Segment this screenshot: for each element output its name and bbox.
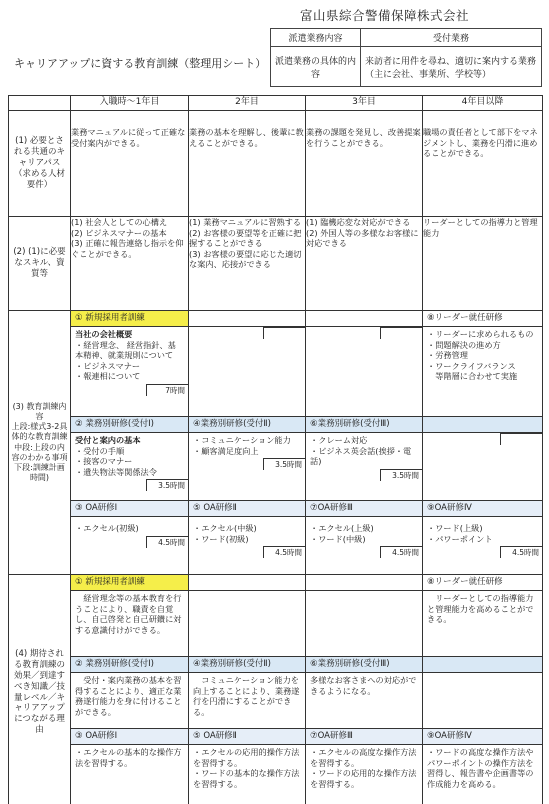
career-path-year3: 業務の課題を発見し、改善提案を行うことができる。 <box>306 111 423 217</box>
training-oa4-hours: 4.5時間 <box>500 546 542 558</box>
training-reception1-head: ② 業務別研修(受付Ⅰ) <box>71 417 188 433</box>
training-oa1-hours: 4.5時間 <box>146 536 188 548</box>
corner-cell <box>9 96 71 111</box>
effect-new-hire-head: ① 新規採用者訓練 <box>71 575 188 591</box>
training-leader-cell <box>423 311 543 417</box>
training-reception1-title: 受付と案内の基本 <box>75 435 141 445</box>
training-oa4-head: ⑨OA研修Ⅳ <box>423 501 542 517</box>
effect-leader-head: ⑧リーダー就任研修 <box>423 575 542 591</box>
effect-empty-y3 <box>306 575 423 657</box>
effect-oa2-head: ⑤ OA研修Ⅱ <box>189 729 305 745</box>
training-content-group2 <box>9 417 543 501</box>
effect-empty-y4 <box>423 657 543 729</box>
training-new-hire-hours: 7時間 <box>146 384 188 396</box>
training-oa2-cell <box>189 501 306 575</box>
effect-reception1-cell <box>71 657 189 729</box>
training-reception2-head: ④業務別研修(受付Ⅱ) <box>189 417 305 433</box>
training-new-hire-body: ・経営理念、 経営指針、基本精神、就業規則について ・ビジネスマナー ・報連相について <box>75 339 176 381</box>
training-reception3-head: ⑥業務別研修(受付Ⅲ) <box>306 417 422 433</box>
training-reception3-body: ・クレーム対応 ・ビジネス英会話(挨拶・電話) <box>310 435 412 466</box>
training-leader-head: ⑧リーダー就任研修 <box>423 311 542 327</box>
effect-new-hire-cell <box>71 575 189 657</box>
effect-reception2-body: コミュニケーション能力を向上することにより、業務遂行を円滑にすることができる。 <box>193 675 300 717</box>
training-new-hire-cell <box>71 311 189 417</box>
training-oa4-body: ・ワード(上級) ・パワーポイント <box>427 523 493 544</box>
effect-reception1-body: 受付・案内業務の基本を習得することにより、適正な業務遂行能力を身に付けることができる。 <box>75 675 182 717</box>
effect-group1 <box>9 575 543 657</box>
effect-oa4-head: ⑨OA研修Ⅳ <box>423 729 542 745</box>
skills-row <box>9 217 543 311</box>
effect-new-hire-body: 経営理念等の基本教育を行うことにより、職責を自覚し、自己啓発と自己研鑽に対する意識付けができる。 <box>75 593 182 635</box>
effect-oa2-cell <box>189 729 306 804</box>
effect-oa4-cell <box>423 729 543 804</box>
training-oa3-hours: 4.5時間 <box>380 546 422 558</box>
effect-group2 <box>9 657 543 729</box>
training-reception2-hours: 3.5時間 <box>263 458 305 470</box>
skills-year2: (1) 業務マニュアルに習熟する (2) お客様の要望等を正確に把握することができる (3) お客様の要望に応じた適切な案内、応接ができる <box>189 217 306 311</box>
training-empty-y4 <box>423 417 543 501</box>
job-detail-value: 来訪者に用件を尋ね、適切に案内する業務（主に会社、事業所、学校等） <box>361 47 542 87</box>
training-new-hire-title: 当社の会社概要 <box>75 329 133 339</box>
effect-leader-cell <box>423 575 543 657</box>
effect-reception2-cell <box>189 657 306 729</box>
career-path-year1: 業務マニュアルに従って正確な受付案内ができる。 <box>71 111 189 217</box>
effect-leader-body: リーダーとしての指導能力と管理能力を高めることができる。 <box>427 593 534 624</box>
training-oa3-cell <box>306 501 423 575</box>
career-path-year4: 職場の責任者として部下をマネジメントし、業務を円滑に進めることができる。 <box>423 111 543 217</box>
effect-oa3-head: ⑦OA研修Ⅲ <box>306 729 422 745</box>
training-new-hire-head: ① 新規採用者訓練 <box>71 311 188 327</box>
training-oa2-body: ・エクセル(中級) ・ワード(初級) <box>193 523 257 544</box>
career-path-year2: 業務の基本を理解し、後輩に教えることができる。 <box>189 111 306 217</box>
training-reception1-hours: 3.5時間 <box>146 479 188 491</box>
effect-empty-y2 <box>189 575 306 657</box>
job-info-table <box>270 28 542 87</box>
document-title: キャリアアップに資する教育訓練（整理用シート） <box>14 57 267 70</box>
skills-label: (2) (1)に必要なスキル、資質等 <box>9 217 71 311</box>
training-content-group3 <box>9 501 543 575</box>
effect-oa1-cell <box>71 729 189 804</box>
training-empty-y2 <box>189 311 306 417</box>
column-header-year1: 入職時～1年目 <box>71 96 189 111</box>
training-oa2-head: ⑤ OA研修Ⅱ <box>189 501 305 517</box>
effect-reception3-cell <box>306 657 423 729</box>
column-header-year4: 4年目以降 <box>423 96 543 111</box>
effect-oa3-cell <box>306 729 423 804</box>
company-name: 富山県綜合警備保障株式会社 <box>300 8 470 23</box>
column-header-year3: 3年目 <box>306 96 423 111</box>
training-oa4-cell <box>423 501 543 575</box>
training-oa3-body: ・エクセル(上級) ・ワード(中級) <box>310 523 374 544</box>
training-content-group1 <box>9 311 543 417</box>
effect-label: (4) 期待される教育訓練の効果／到達すべき知識／技量レベル／キャリアアップにつながる理由 <box>9 575 71 804</box>
effect-oa1-head: ③ OA研修Ⅰ <box>71 729 188 745</box>
effect-reception3-body: 多様なお客さまへの対応ができるようになる。 <box>310 675 417 696</box>
career-path-row <box>9 111 543 217</box>
effect-oa1-body: ・エクセルの基本的な操作方法を習得する。 <box>75 747 182 768</box>
career-path-label: (1) 必要とされる共通のキャリアパス（求める人材要件） <box>9 111 71 217</box>
training-oa3-head: ⑦OA研修Ⅲ <box>306 501 422 517</box>
training-oa2-hours: 4.5時間 <box>263 546 305 558</box>
skills-year3: (1) 臨機応変な対応ができる (2) 外国人等の多様なお客様に対応できる <box>306 217 423 311</box>
training-table <box>8 95 543 804</box>
job-type-label: 派遣業務内容 <box>271 29 361 47</box>
effect-oa2-body: ・エクセルの応用的操作方法を習得する。 ・ワードの基本的な操作方法を習得する。 <box>193 747 300 789</box>
column-header-year2: 2年目 <box>189 96 306 111</box>
skills-year4: リーダーとしての指導力と管理能力 <box>423 217 543 311</box>
effect-oa3-body: ・エクセルの高度な操作方法を習得する。 ・ワードの応用的な操作方法を習得する。 <box>310 747 417 789</box>
training-oa1-body: ・エクセル(初級) <box>75 523 139 533</box>
training-oa1-head: ③ OA研修Ⅰ <box>71 501 188 517</box>
training-leader-body: ・リーダーに求められるもの ・問題解決の進め方 ・労務管理 ・ワークライフバランス 等階層に合わせて実施 <box>427 329 534 381</box>
effect-reception1-head: ② 業務別研修(受付Ⅰ) <box>71 657 188 673</box>
training-reception2-cell <box>189 417 306 501</box>
effect-reception2-head: ④業務別研修(受付Ⅱ) <box>189 657 305 673</box>
training-reception2-body: ・コミュニケーション能力 ・顧客満足度向上 <box>193 435 291 456</box>
training-oa1-cell <box>71 501 189 575</box>
effect-oa4-body: ・ワードの高度な操作方法やパワーポイントの操作方法を習得し、報告書や企画書等の作成能力を高める。 <box>427 747 534 789</box>
effect-group3 <box>9 729 543 804</box>
header-row <box>9 96 543 111</box>
training-reception3-hours: 3.5時間 <box>380 469 422 481</box>
training-reception1-cell <box>71 417 189 501</box>
job-type-value: 受付業務 <box>361 29 542 47</box>
training-empty-y3 <box>306 311 423 417</box>
skills-year1: (1) 社会人としての心構え (2) ビジネスマナーの基本 (3) 正確に報告連絡し指示を仰ぐことができる。 <box>71 217 189 311</box>
training-reception1-body: ・受付の手順 ・接客のマナー ・遺失物法等関係法令 <box>75 445 157 477</box>
job-detail-label: 派遣業務の具体的内容 <box>271 47 361 87</box>
effect-reception3-head: ⑥業務別研修(受付Ⅲ) <box>306 657 422 673</box>
training-content-label: (3) 教育訓練内容 上段:様式3-2具体的な教育訓練 中段:上段の内容のわかる事項 下段:訓練計画時間) <box>9 311 71 575</box>
training-reception3-cell <box>306 417 423 501</box>
